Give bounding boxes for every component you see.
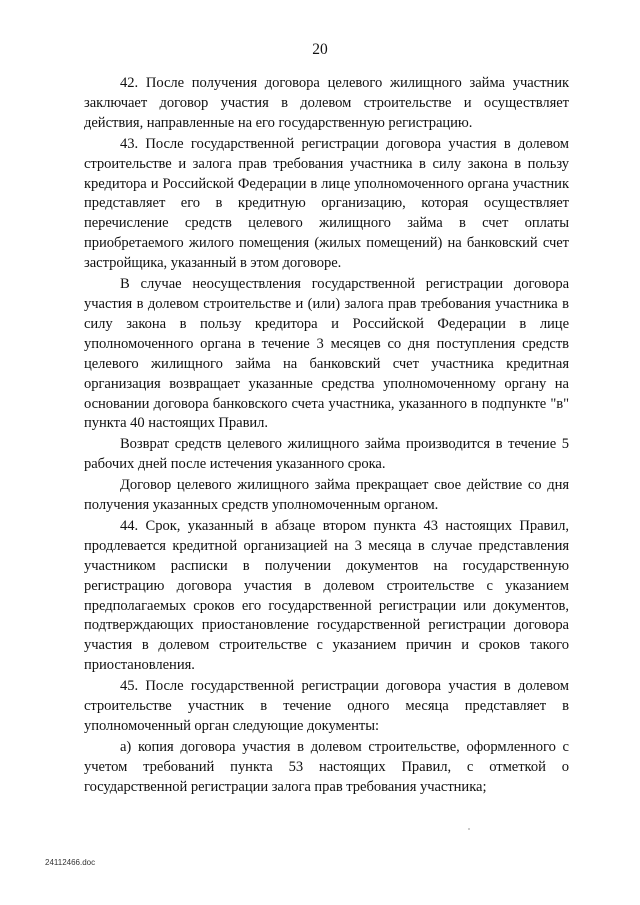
paragraph-43-refund: Возврат средств целевого жилищного займа производится в течение 5 рабочих дней после истечения указанного срока. — [84, 436, 569, 473]
paragraph-45: 45. После государственной регистрации договора участия в долевом строительстве участник в течение одного месяца представляет в уполномоченный орган следующие документы: — [84, 678, 569, 734]
scan-speck — [468, 828, 470, 830]
paragraph-43-non-registration: В случае неосуществления государственной регистрации договора участия в долевом строительстве и (или) залога прав требования участника в силу закона в пользу кредитора и Российской Федерации в лице уполномоченного органа в течение 3 месяцев со дня поступления средств целевого жилищного займа на банковский счет участника кредитная организация возвращает указанные средства уполномоченному органу на основании договора банковского счета участника, указанного в подпункте "в" пункта 40 настоящих Правил. — [84, 276, 569, 432]
page-number: 20 — [312, 41, 328, 58]
paragraph-44: 44. Срок, указанный в абзаце втором пункта 43 настоящих Правил, продлевается кредитной организацией на 3 месяца в случае представления участником расписки в получении документов на государственную регистрацию договора участия в долевом строительстве с указанием предполагаемых сроков его государственной регистрации или документов, подтверждающих приостановление государственной регистрации договора участия в долевом строительстве с указанием причин и сроков такого приостановления. — [84, 517, 569, 674]
document-body — [84, 74, 569, 799]
footer-file-code: 24112466.doc — [45, 858, 96, 867]
paragraph-43-termination: Договор целевого жилищного займа прекращает свое действие со дня получения указанных средств уполномоченным органом. — [84, 477, 569, 514]
paragraph-42: 42. После получения договора целевого жилищного займа участник заключает договор участия в долевом строительстве и осуществляет действия, направленные на его государственную регистрацию. — [84, 75, 569, 131]
paragraph-43: 43. После государственной регистрации договора участия в долевом строительстве и залога прав требования участника в силу закона в пользу кредитора и Российской Федерации в лице уполномоченного органа участник представляет его в кредитную организацию, которая осуществляет перечисление средств целевого жилищного займа в счет оплаты приобретаемого жилого помещения (жилых помещений) на банковский счет застройщика, указанный в этом договоре. — [84, 135, 569, 272]
paragraph-45-item-a: а) копия договора участия в долевом строительстве, оформленного с учетом требований пункта 53 настоящих Правил, с отметкой о государственной регистрации залога прав требования участника; — [84, 738, 569, 795]
